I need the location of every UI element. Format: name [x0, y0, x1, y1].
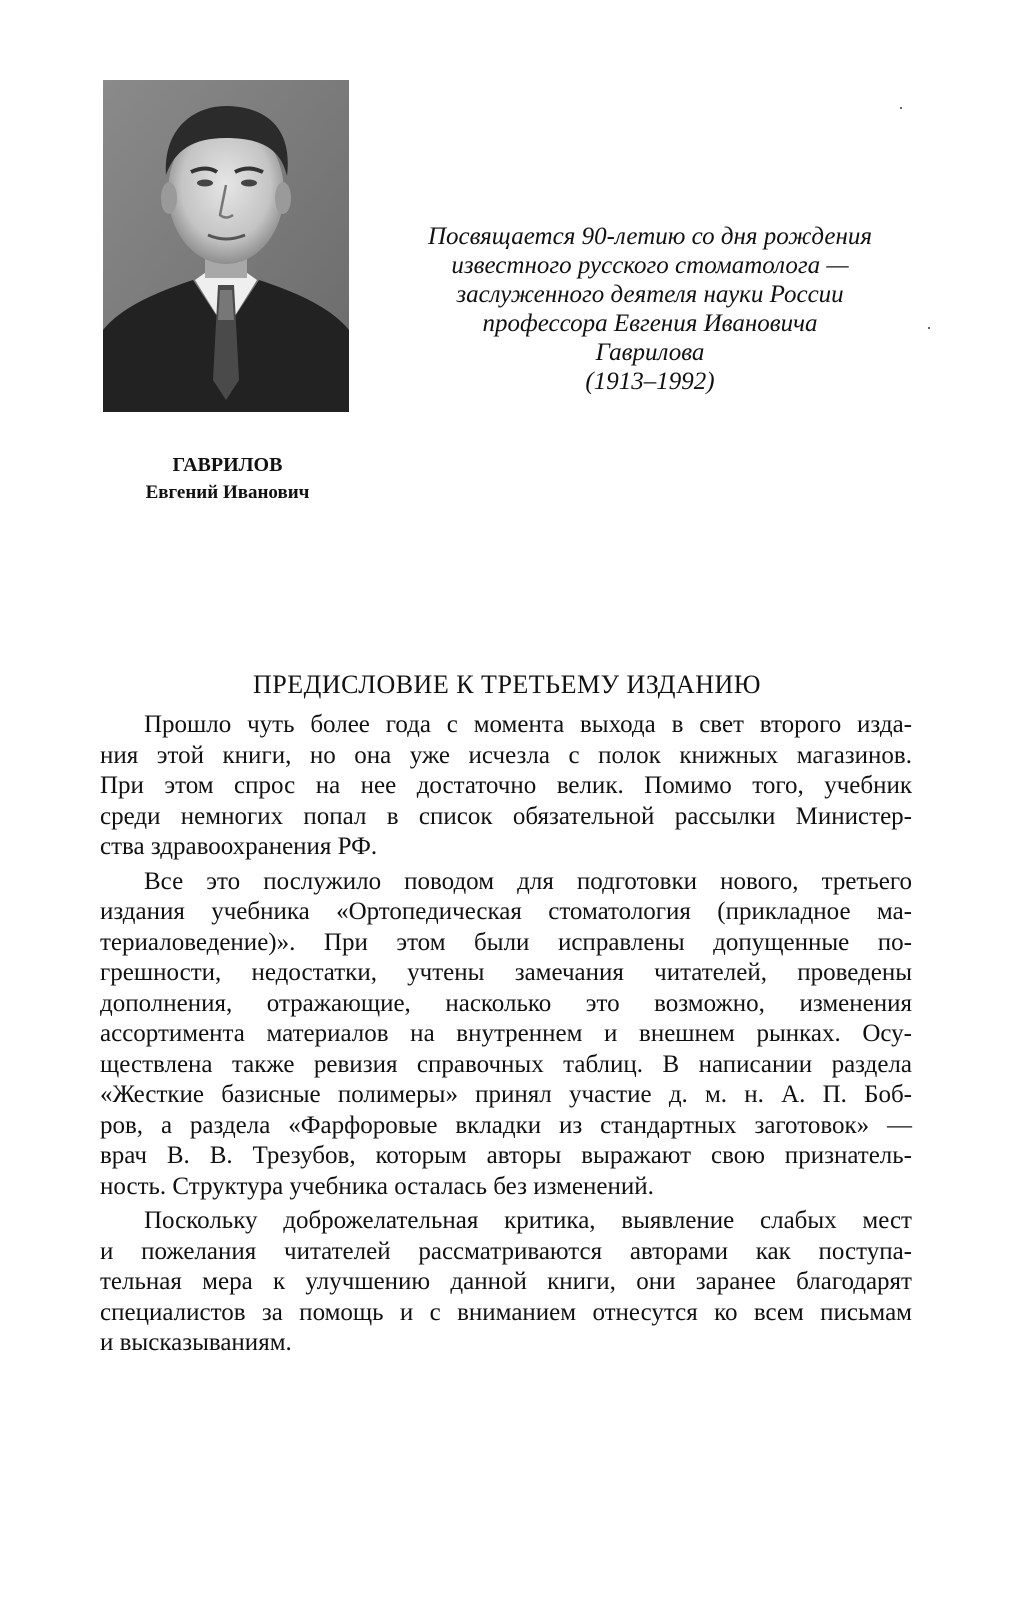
text-line: ства здравоохранения РФ.	[100, 833, 378, 860]
text-line: издания учебника «Ортопедическая стоматология (прикладное ма-	[100, 898, 912, 925]
text-line: ров, а раздела «Фарфоровые вкладки из стандартных заготовок» —	[100, 1111, 912, 1139]
text-line: врач В. В. Трезубов, которым авторы выражают свою признатель-	[100, 1142, 912, 1169]
preface-title: ПРЕДИСЛОВИЕ К ТРЕТЬЕМУ ИЗДАНИЮ	[252, 670, 762, 699]
text-line: и пожелания читателей рассматриваются авторами как поступа-	[100, 1237, 912, 1265]
preface-body	[100, 710, 912, 1363]
dedication-block	[405, 222, 895, 396]
preface-paragraph-3	[100, 1206, 912, 1359]
text-line: ния этой книги, но она уже исчезла с полок книжных магазинов.	[100, 741, 912, 769]
text-line: Поскольку доброжелательная критика, выявление слабых мест	[144, 1207, 912, 1234]
text-line: среди немногих попал в список обязательной рассылки Министер-	[100, 802, 912, 830]
preface-paragraph-1	[100, 710, 912, 863]
preface-paragraph-2	[100, 867, 912, 1203]
dedication-line: Посвящается 90-летию со дня рождения	[428, 223, 872, 250]
portrait-image	[103, 80, 349, 412]
portrait-photo	[103, 80, 349, 412]
text-line: специалистов за помощь и с вниманием отнесутся ко всем письмам	[100, 1298, 912, 1326]
text-line: При этом спрос на нее достаточно велик. Помимо того, учебник	[100, 772, 912, 799]
scan-speck	[900, 107, 902, 109]
caption-surname: ГАВРИЛОВ	[172, 454, 283, 476]
scan-speck	[928, 327, 930, 329]
text-line: грешности, недостатки, учтены замечания читателей, проведены	[100, 959, 912, 986]
text-line: тельная мера к улучшению данной книги, они заранее благодарят	[100, 1268, 912, 1295]
text-line: и высказываниям.	[100, 1329, 292, 1356]
dedication-line: Гаврилова	[595, 339, 705, 366]
caption-given-names: Евгений Иванович	[145, 482, 310, 503]
text-line: ществлена также ревизия справочных таблиц. В написании раздела	[100, 1050, 912, 1078]
text-line: «Жесткие базисные полимеры» принял участие д. м. н. А. П. Боб-	[100, 1081, 912, 1108]
dedication-line: профессора Евгения Ивановича	[482, 310, 818, 337]
dedication-line: заслуженного деятеля науки России	[456, 281, 844, 308]
text-line: дополнения, отражающие, насколько это возможно, изменения	[100, 989, 912, 1017]
text-line: териаловедение)». При этом были исправлены допущенные по-	[100, 928, 912, 956]
text-line: ность. Структура учебника осталась без изменений.	[100, 1172, 654, 1200]
text-line: Прошло чуть более года с момента выхода в свет второго изда-	[144, 711, 912, 738]
text-line: ассортимента материалов на внутреннем и внешнем рынках. Осу-	[100, 1020, 912, 1047]
portrait-caption	[100, 452, 355, 506]
dedication-years: (1913–1992)	[585, 368, 715, 395]
dedication-line: известного русского стоматолога —	[451, 252, 849, 279]
text-line: Все это послужило поводом для подготовки нового, третьего	[144, 867, 912, 895]
